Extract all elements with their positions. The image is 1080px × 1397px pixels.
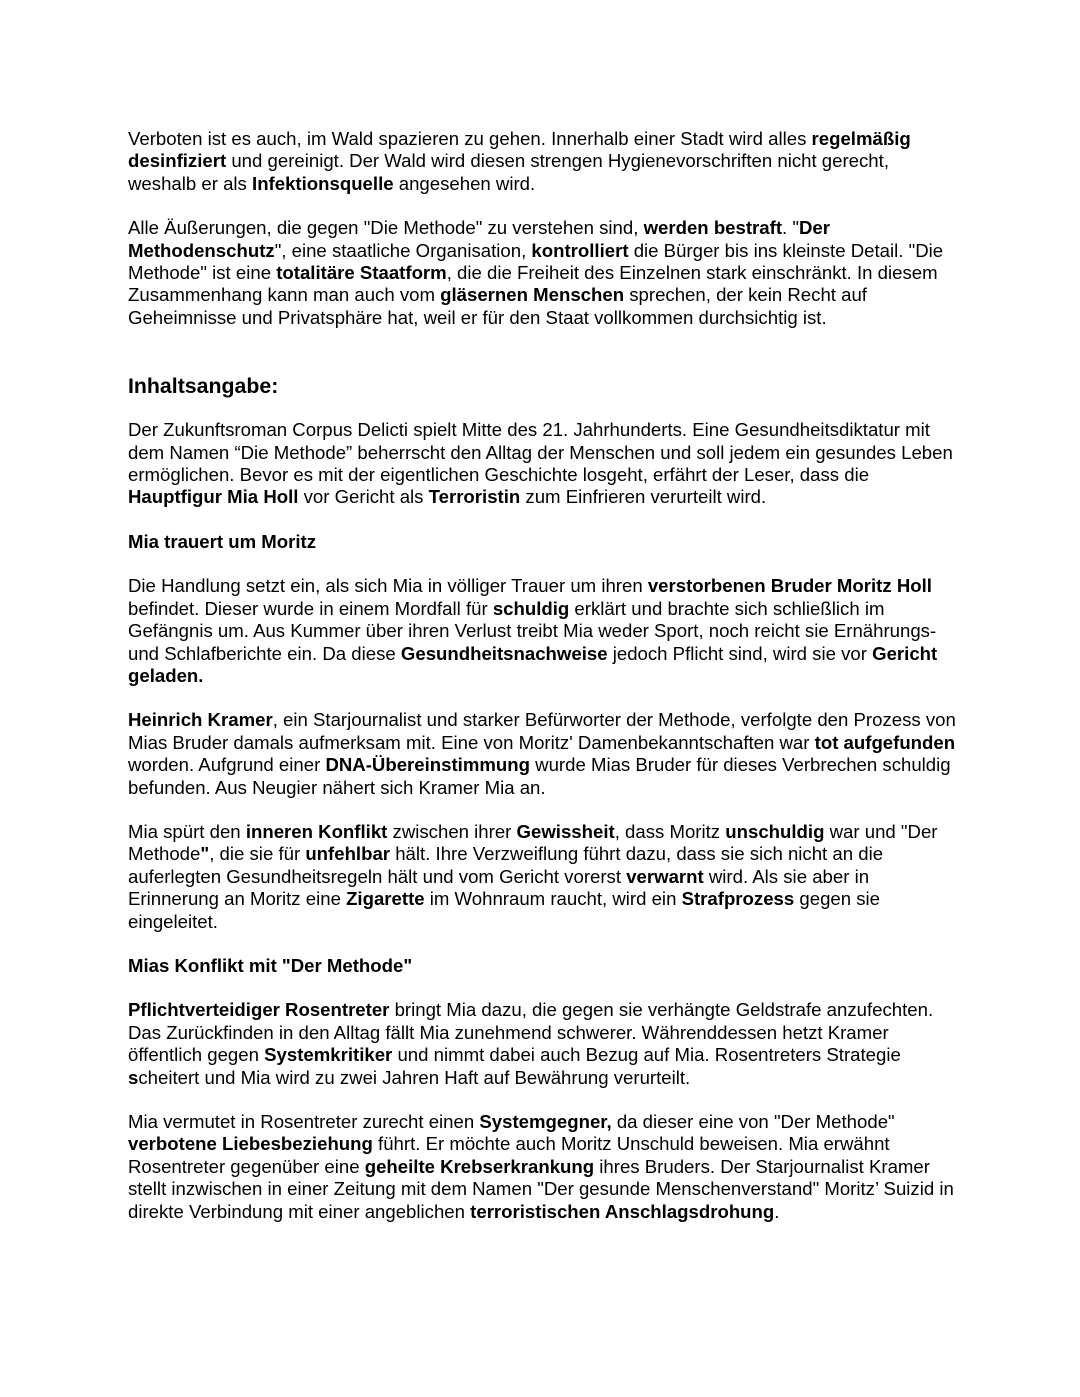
text-run: führt. Er möchte auch Moritz Unschuld beweisen. Mia erwähnt Rosentreter gegenüber eine [128, 1133, 890, 1177]
bold-term: schuldig [492, 597, 570, 619]
text-run: ", eine staatliche Organisation, [274, 239, 532, 261]
subheading-mias-konflikt [128, 955, 958, 977]
text-run: und gereinigt. Der Wald wird diesen strengen Hygienevorschriften nicht gerecht, weshalb er als [128, 150, 889, 194]
text-run: zwischen ihrer [387, 820, 517, 842]
paragraph-heinrich-kramer [128, 709, 958, 799]
bold-term: verbotene Liebesbeziehung [128, 1133, 373, 1155]
bold-term: Gesundheitsnachweise [400, 642, 608, 664]
paragraph-summary-intro [128, 419, 958, 509]
text-run: wird. Als sie aber in Erinnerung an Moritz eine [128, 865, 870, 910]
text-run: gegen sie eingeleitet. [128, 888, 881, 932]
bold-term: tot aufgefunden [814, 731, 956, 753]
bold-term: " [200, 843, 210, 865]
bold-term: inneren Konflikt [245, 820, 388, 842]
bold-term: geheilte Krebserkrankung [364, 1155, 595, 1177]
text-run: worden. Aufgrund einer [128, 754, 326, 776]
bold-term: gläsernen Menschen [440, 284, 625, 306]
text-run: . [774, 1200, 780, 1222]
bold-term: verstorbenen Bruder Moritz Holl [647, 575, 932, 597]
paragraph-rosentreter [128, 999, 958, 1089]
bold-term: Systemkritiker [264, 1044, 393, 1066]
bold-term: Gewissheit [516, 820, 615, 842]
subheading-mia-trauert [128, 531, 958, 553]
text-run: sprechen, der kein Recht auf Geheimnisse und Privatsphäre hat, weil er für den Staat vollkommen durchsichtig ist. [128, 284, 867, 328]
text-run: befindet. Dieser wurde in einem Mordfall für [128, 597, 493, 619]
text-run: , ein Starjournalist und starker Befürworter der Methode, verfolgte den Prozess von Mias Bruder damals aufmerksam mit. Eine von Moritz' Damenbekanntschaften war [128, 709, 956, 753]
text-run: Die Handlung setzt ein, als sich Mia in völliger Trauer um ihren [128, 575, 648, 597]
text-run: , dass Moritz [614, 820, 726, 842]
text-run: die Bürger bis ins kleinste Detail. "Die Methode" ist eine [128, 239, 944, 284]
bold-term: totalitäre Staatform [276, 262, 447, 284]
text-run: Mia spürt den [128, 820, 246, 842]
paragraph-mia-mourning [128, 575, 958, 687]
document-page [128, 128, 958, 1223]
bold-term: kontrolliert [531, 239, 629, 261]
bold-term: terroristischen Anschlagsdrohung [470, 1200, 775, 1222]
bold-term: unschuldig [725, 820, 825, 842]
bold-term: Infektionsquelle [252, 172, 394, 194]
bold-term: verwarnt [626, 865, 704, 887]
text-run: im Wohnraum raucht, wird ein [424, 888, 682, 910]
text-run: wurde Mias Bruder für dieses Verbrechen schuldig befunden. Aus Neugier nähert sich Kramer Mia an. [128, 754, 951, 798]
bold-term: werden bestraft [643, 217, 783, 239]
text-run: erklärt und brachte sich schließlich im Gefängnis um. Aus Kummer über ihren Verlust treibt Mia weder Sport, noch reicht sie Ernährungs- und Schlafberichte ein. Da diese [128, 597, 937, 664]
text-run: . " [782, 217, 799, 239]
bold-term: Strafprozess [681, 888, 795, 910]
text-run: angesehen wird. [393, 172, 536, 194]
text-run: , die die Freiheit des Einzelnen stark einschränkt. In diesem Zusammenhang kann man auch vom [128, 262, 938, 306]
text-run: , die sie für [209, 843, 306, 865]
bold-term: Systemgegner, [479, 1111, 612, 1132]
bold-term: Pflichtverteidiger Rosentreter [128, 999, 390, 1021]
text-run: jedoch Pflicht sind, wird sie vor [607, 642, 873, 664]
paragraph-systemgegner [128, 1111, 958, 1223]
text-run: war und "Der Methode [128, 820, 938, 865]
bold-term: Gericht geladen. [128, 642, 938, 686]
bold-term: Mia trauert um Moritz [128, 530, 317, 552]
bold-term: unfehlbar [305, 843, 391, 865]
text-run: da dieser eine von "Der Methode" [611, 1111, 895, 1132]
text-run: Alle Äußerungen, die gegen "Die Methode" zu verstehen sind, [128, 217, 644, 239]
text-run: Der Zukunftsroman Corpus Delicti spielt Mitte des 21. Jahrhunderts. Eine Gesundheitsdiktatur mit dem Namen “Die Methode” beherrscht den Alltag der Menschen und soll jedem ein gesundes Leben ermöglichen. Bevor es mit der eigentlichen Geschichte losgeht, erfährt der Leser, dass die [128, 419, 953, 486]
bold-term: Hauptfigur Mia Holl [128, 486, 299, 508]
text-run: Mia vermutet in Rosentreter zurecht einen [128, 1111, 480, 1132]
bold-term: Der Methodenschutz [128, 217, 830, 261]
bold-term: DNA-Übereinstimmung [325, 754, 530, 776]
text-run: vor Gericht als [298, 486, 429, 508]
text-run: und nimmt dabei auch Bezug auf Mia. Rosentreters Strategie [392, 1044, 901, 1066]
paragraph-forest-ban [128, 128, 958, 195]
text-run: bringt Mia dazu, die gegen sie verhängte Geldstrafe anzufechten. Das Zurückfinden in den Alltag fällt Mia zunehmend schwerer. Währenddessen hetzt Kramer öffentlich gegen [128, 999, 934, 1066]
bold-term: Terroristin [428, 486, 521, 508]
text-run: Verboten ist es auch, im Wald spazieren zu gehen. Innerhalb einer Stadt wird alles [128, 128, 812, 149]
bold-term: Zigarette [346, 888, 425, 910]
bold-term: Mias Konflikt mit "Der Methode" [128, 954, 413, 976]
bold-term: s [128, 1066, 139, 1088]
text-run: cheitert und Mia wird zu zwei Jahren Haft auf Bewährung verurteilt. [138, 1066, 691, 1088]
paragraph-inner-conflict [128, 821, 958, 933]
text-run: ihres Bruders. Der Starjournalist Kramer stellt inzwischen in einer Zeitung mit dem Namen "Der gesunde Menschenverstand" Moritz’ Suizid in direkte Verbindung mit einer angeblichen [128, 1155, 954, 1222]
bold-term: Heinrich Kramer [128, 709, 273, 731]
section-heading-inhaltsangabe [128, 373, 958, 399]
paragraph-methodenschutz [128, 217, 958, 329]
bold-term: regelmäßig desinfiziert [128, 128, 911, 172]
text-run: hält. Ihre Verzweiflung führt dazu, dass sie sich nicht an die auferlegten Gesundheitsregeln hält und vom Gericht vorerst [128, 843, 884, 887]
bold-term: Inhaltsangabe: [128, 374, 279, 399]
text-run: zum Einfrieren verurteilt wird. [520, 486, 767, 508]
